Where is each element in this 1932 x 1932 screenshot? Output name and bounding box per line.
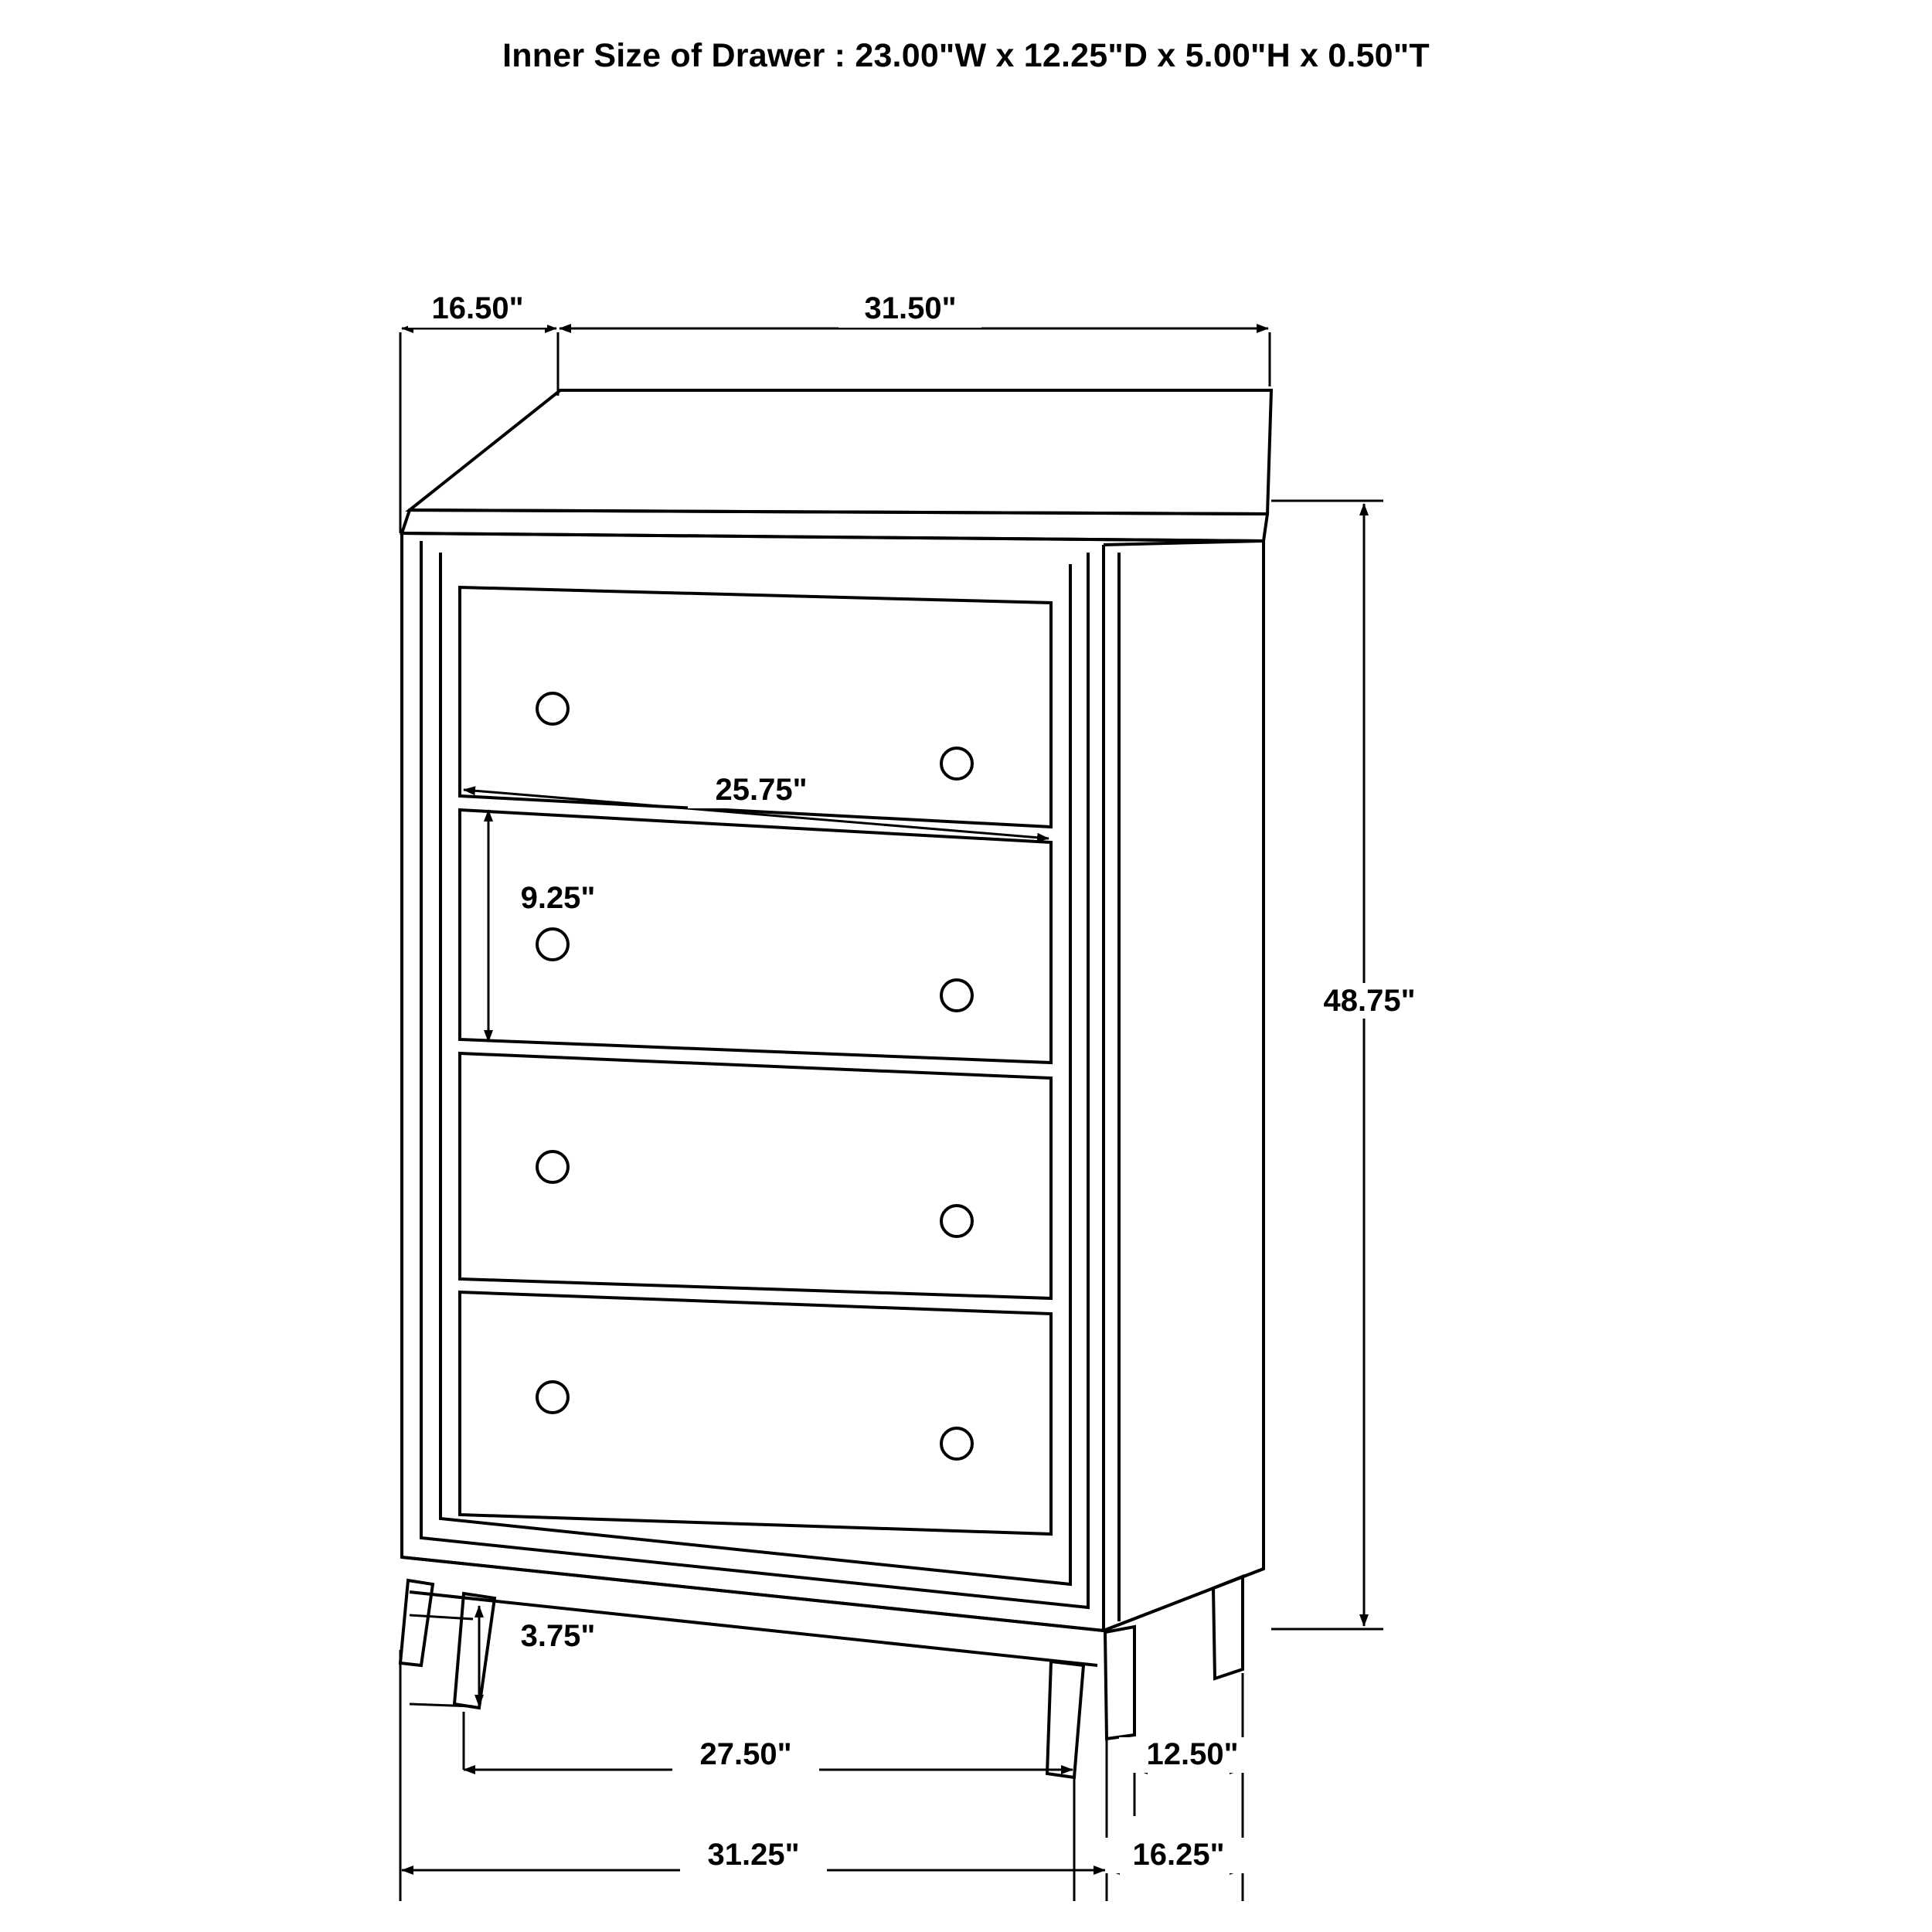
dimension-labels bbox=[408, 291, 1441, 1873]
dimension-lines bbox=[400, 328, 1383, 1901]
dim-top-depth: 16.50" bbox=[431, 291, 524, 325]
drawer-front-3 bbox=[460, 1053, 1051, 1298]
dim-top-width: 31.50" bbox=[864, 291, 957, 325]
chest-outline bbox=[400, 390, 1271, 1777]
dim-leg-height: 3.75" bbox=[520, 1619, 596, 1653]
dim-drawer-front-width: 25.75" bbox=[715, 773, 808, 807]
chest-side-panel bbox=[1104, 541, 1264, 1631]
chest-top-panel bbox=[402, 390, 1271, 541]
legs bbox=[400, 1577, 1243, 1777]
page-title: Inner Size of Drawer : 23.00"W x 12.25"D x 5.00"H x 0.50"T bbox=[502, 37, 1430, 74]
dim-base-side-depth: 12.50" bbox=[1146, 1737, 1239, 1771]
dim-overall-height: 48.75" bbox=[1323, 984, 1416, 1018]
dim-drawer-front-height: 9.25" bbox=[520, 881, 596, 915]
chest-front-frame bbox=[402, 533, 1104, 1631]
dim-overall-width: 31.25" bbox=[707, 1838, 800, 1872]
dim-base-front-width: 27.50" bbox=[699, 1737, 792, 1771]
drawer-front-2 bbox=[460, 810, 1051, 1063]
dim-overall-depth: 16.25" bbox=[1132, 1838, 1225, 1872]
